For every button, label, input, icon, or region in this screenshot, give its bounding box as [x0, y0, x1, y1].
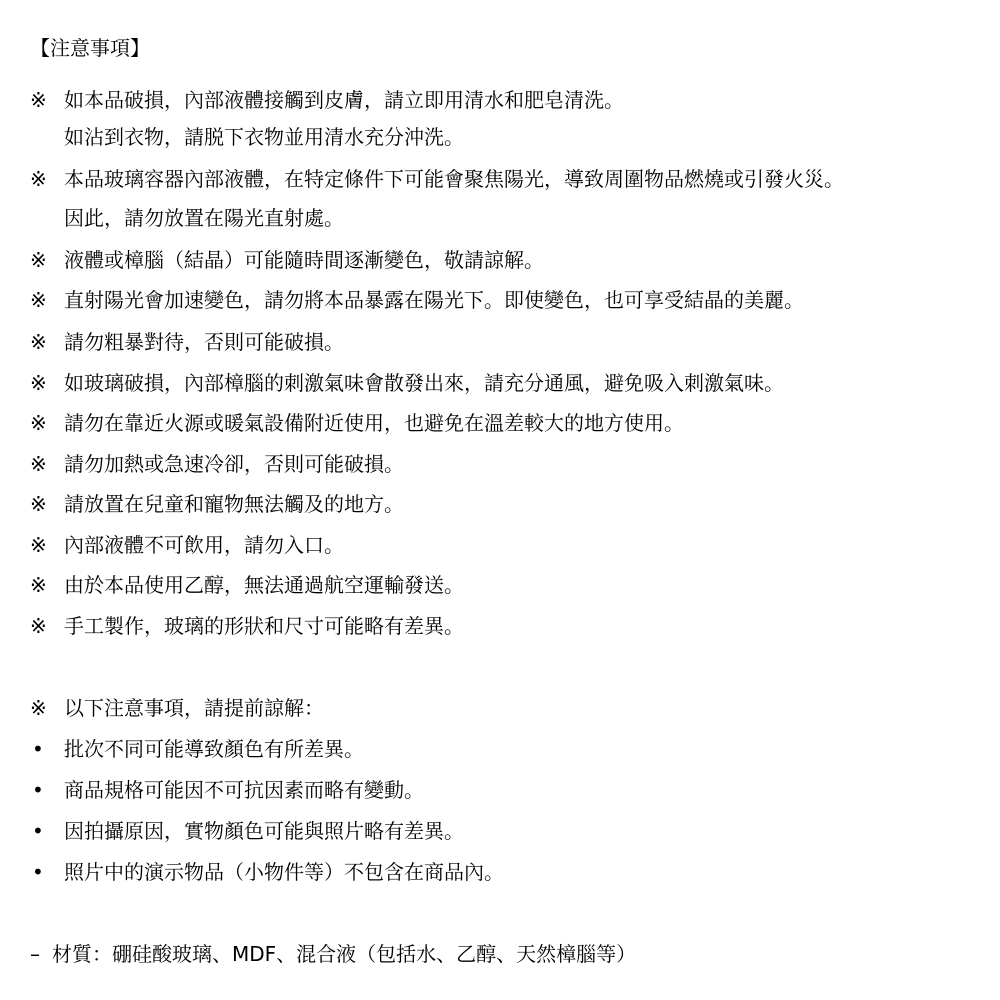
- reference-mark-icon: ※: [30, 533, 47, 557]
- note-item: [30, 367, 784, 399]
- note-text: 手工製作，玻璃的形狀和尺寸可能略有差異。: [64, 614, 464, 638]
- page-title: 【注意事項】: [30, 36, 150, 60]
- reference-mark-icon: ※: [30, 614, 47, 638]
- note-text: 直射陽光會加速變色，請勿將本品暴露在陽光下。即使變色，也可享受結晶的美麗。: [64, 288, 804, 312]
- material-line: [30, 938, 636, 970]
- note-text: 內部液體不可飲用，請勿入口。: [64, 533, 344, 557]
- understanding-item-text: 因拍攝原因，實物顏色可能與照片略有差異。: [64, 819, 464, 843]
- reference-mark-icon: ※: [30, 167, 47, 191]
- note-item: [30, 569, 464, 601]
- reference-mark-icon: ※: [30, 573, 47, 597]
- note-item: [30, 163, 844, 195]
- bullet-icon: •: [32, 860, 44, 884]
- note-continuation: [30, 121, 464, 153]
- understanding-item: [30, 815, 464, 847]
- understanding-item: [30, 733, 364, 765]
- reference-mark-icon: ※: [30, 371, 47, 395]
- note-item: [30, 448, 404, 480]
- note-text: 本品玻璃容器內部液體，在特定條件下可能會聚焦陽光，導致周圍物品燃燒或引發火災。: [64, 167, 844, 191]
- note-item: [30, 84, 624, 116]
- note-text: 液體或樟腦（結晶）可能隨時間逐漸變色，敬請諒解。: [64, 248, 544, 272]
- understanding-item-text: 商品規格可能因不可抗因素而略有變動。: [64, 778, 424, 802]
- reference-mark-icon: ※: [30, 492, 47, 516]
- note-text: 如沾到衣物，請脱下衣物並用清水充分沖洗。: [64, 125, 464, 149]
- note-text: 請放置在兒童和寵物無法觸及的地方。: [64, 492, 404, 516]
- note-item: [30, 244, 544, 276]
- note-text: 如玻璃破損，內部樟腦的刺激氣味會散發出來，請充分通風，避免吸入刺激氣味。: [64, 371, 784, 395]
- material-text: 材質：硼硅酸玻璃、MDF、混合液（包括水、乙醇、天然樟腦等）: [52, 942, 637, 966]
- note-item: [30, 610, 464, 642]
- note-continuation: [30, 202, 344, 234]
- bullet-icon: •: [32, 819, 44, 843]
- note-text: 由於本品使用乙醇，無法通過航空運輸發送。: [64, 573, 464, 597]
- understanding-item: [30, 774, 424, 806]
- reference-mark-icon: ※: [30, 330, 47, 354]
- note-text: 因此，請勿放置在陽光直射處。: [64, 206, 344, 230]
- note-text: 請勿在靠近火源或暖氣設備附近使用，也避免在溫差較大的地方使用。: [64, 411, 684, 435]
- reference-mark-icon: ※: [30, 88, 47, 112]
- note-text: 請勿加熱或急速冷卻，否則可能破損。: [64, 452, 404, 476]
- reference-mark-icon: ※: [30, 411, 47, 435]
- dash-icon: –: [30, 942, 40, 966]
- understanding-heading-text: 以下注意事項，請提前諒解：: [64, 696, 324, 720]
- reference-mark-icon: ※: [30, 248, 47, 272]
- note-item: [30, 488, 404, 520]
- bullet-icon: •: [32, 737, 44, 761]
- note-text: 請勿粗暴對待，否則可能破損。: [64, 330, 344, 354]
- reference-mark-icon: ※: [30, 288, 47, 312]
- bullet-icon: •: [32, 778, 44, 802]
- note-item: [30, 284, 804, 316]
- understanding-item-text: 批次不同可能導致顏色有所差異。: [64, 737, 364, 761]
- note-text: 如本品破損，內部液體接觸到皮膚，請立即用清水和肥皂清洗。: [64, 88, 624, 112]
- reference-mark-icon: ※: [30, 452, 47, 476]
- reference-mark-icon: ※: [30, 696, 47, 720]
- note-item: [30, 407, 684, 439]
- note-item: [30, 326, 344, 358]
- note-item: [30, 529, 344, 561]
- understanding-item-text: 照片中的演示物品（小物件等）不包含在商品內。: [64, 860, 504, 884]
- understanding-item: [30, 856, 504, 888]
- understanding-heading: [30, 692, 324, 724]
